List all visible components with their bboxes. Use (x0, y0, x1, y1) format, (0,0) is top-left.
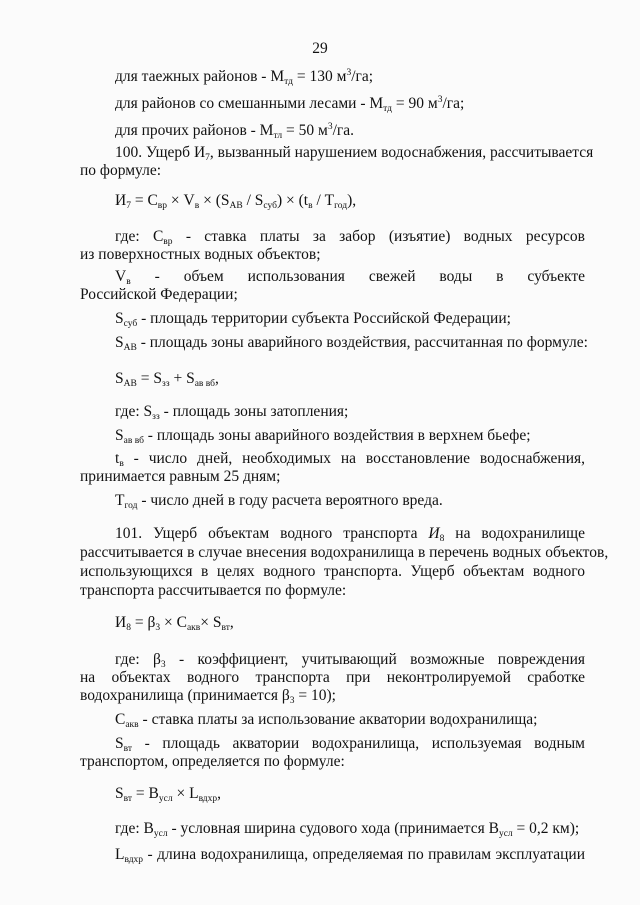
text-line: по формуле: (80, 162, 162, 179)
text-line: на объектах водного транспорта при неконтролируемой сработке (80, 669, 585, 686)
text-line: использующихся в целях водного транспорта. Ущерб объектам водного (80, 563, 585, 580)
text-line: из поверхностных водных объектов; (80, 246, 321, 263)
formula-i8: $И_8 = \beta_3 \times C_{акв}\times S_{вт}$, (115, 614, 234, 633)
text-line: $S_{ав вб}$ - площадь зоны аварийного воздействия в верхнем бьефе; (115, 427, 531, 446)
text-line: где: $S_{зз}$ - площадь зоны затопления; (115, 403, 349, 422)
formula-i7: $И_7 = C_{вр} \times V_в \times (S_{АВ} / S_{суб}) \times (t_в / T_{год})$, (115, 192, 357, 211)
paragraph-100-line: 100. Ущерб $И_7$, вызванный нарушением водоснабжения, рассчитывается (115, 144, 594, 163)
text-line: где: $C_{вр}$ - ставка платы за забор (изъятие) водных ресурсов (115, 228, 585, 247)
text-line: $S_{вт}$ - площадь акватории водохранилища, используемая водным (115, 735, 585, 754)
text-line: $T_{год}$ - число дней в году расчета вероятного вреда. (115, 492, 443, 511)
text-line: транспорта рассчитывается по формуле: (80, 582, 347, 599)
paragraph-101-line: 101. Ущерб объектам водного транспорта $И_8$ на водохранилище (115, 525, 585, 544)
text-line: где: $B_{усл}$ - условная ширина судового хода (принимается $B_{усл} = 0,2$ км); (115, 820, 580, 839)
page-number: 29 (312, 40, 328, 57)
text-line: $L_{вдхр}$ - длина водохранилища, определяемая по правилам эксплуатации (115, 846, 585, 865)
text-line: водохранилища (принимается $\beta_3 = 10$); (80, 687, 336, 706)
text-line: для прочих районов - $M_{тл} = 50$ $м^3/га$. (115, 122, 354, 141)
text-line: $S_{суб}$ - площадь территории субъекта Российской Федерации; (115, 310, 511, 329)
text-line: для таежных районов - $M_{тд} = 130$ $м^3/га$; (115, 68, 374, 87)
text-line: где: $\beta_3$ - коэффициент, учитывающий возможные повреждения (115, 651, 585, 670)
text-line: транспортом, определяется по формуле: (80, 753, 345, 770)
text-line: рассчитывается в случае внесения водохранилища в перечень водных объектов, (80, 544, 609, 561)
text-line: Российской Федерации; (80, 286, 238, 303)
formula-sab: $S_{АВ} = S_{зз} + S_{ав вб}$, (115, 370, 219, 389)
formula-svt: $S_{вт} = B_{усл} \times L_{вдхр}$, (115, 785, 222, 804)
text-line: для районов со смешанными лесами - $M_{тд} = 90$ $м^3/га$; (115, 95, 465, 114)
text-line: $t_в$ - число дней, необходимых на восстановление водоснабжения, (115, 450, 585, 469)
text-line: $S_{АВ}$ - площадь зоны аварийного воздействия, рассчитанная по формуле: (115, 334, 588, 353)
text-line: принимается равным 25 дням; (80, 468, 281, 485)
text-line: $V_в$ - объем использования свежей воды в субъекте (115, 268, 585, 287)
text-line: $C_{акв}$ - ставка платы за использование акватории водохранилища; (115, 711, 538, 730)
